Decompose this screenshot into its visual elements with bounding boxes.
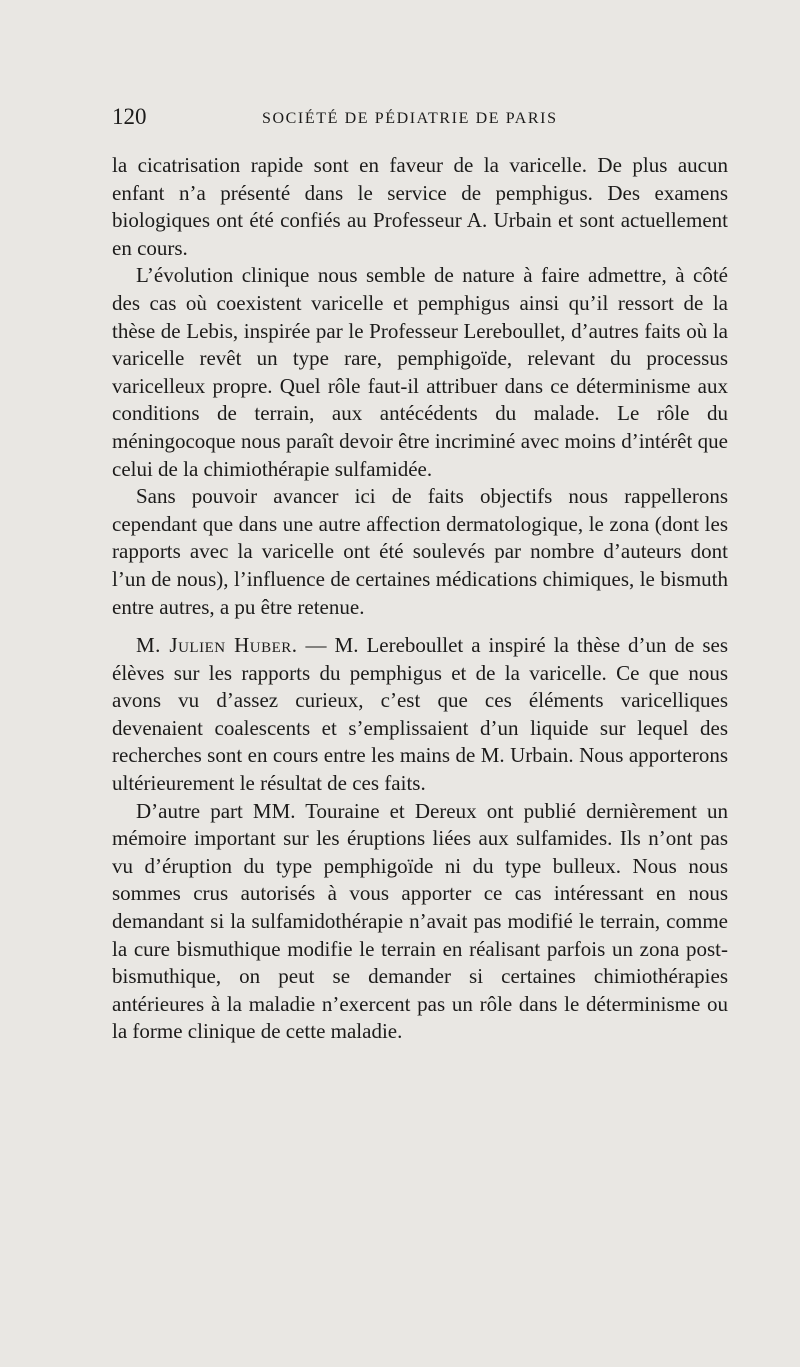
- paragraph-sulfamides: D’autre part MM. Touraine et Dereux ont publié dernièrement un mémoire important sur les éruptions liées aux sulfamides. Ils n’ont pas vu d’éruption du type pemphigoïde ni du type bulleux. Nous nous sommes crus autorisés à vous apporter ce cas intéressant en nous demandant si la sulfamidothérapie n’avait pas modifié le terrain, comme la cure bismuthique modifie le terrain en réalisant parfois un zona post-bismuthique, on peut se demander si certaines chimiothérapies antérieures à la maladie n’exercent pas un rôle dans le déterminisme ou la forme clinique de cette maladie.: [112, 798, 728, 1044]
- body-text: [112, 152, 728, 1046]
- speaker-text: — M. Lereboullet a inspiré la thèse d’un de ses élèves sur les rapports du pemphigus et de la varicelle. Ce que nous avons vu d’assez curieux, c’est que ces éléments varicelliques devenaient coalescents et s’emplissaient d’un liquide sur lequel des recherches sont en cours entre les mains de M. Urbain. Nous apporterons ultérieurement le résultat de ces faits.: [112, 633, 728, 796]
- paragraph-continuation: la cicatrisation rapide sont en faveur de la varicelle. De plus aucun enfant n’a présenté dans le service de pemphigus. Des examens biologiques ont été confiés au Professeur A. Urbain et sont actuellement en cours.: [112, 153, 728, 260]
- page-header: [112, 104, 728, 134]
- paragraph-zona: Sans pouvoir avancer ici de faits objectifs nous rappellerons cependant que dans une autre affection dermatologique, le zona (dont les rapports avec la varicelle ont été soulevés par nombre d’auteurs dont l’un de nous), l’influence de certaines médications chimiques, le bismuth entre autres, a pu être retenue.: [112, 484, 728, 619]
- paragraph-huber-remarks: [112, 632, 728, 798]
- running-title: SOCIÉTÉ DE PÉDIATRIE DE PARIS: [262, 110, 558, 127]
- page-number: 120: [112, 104, 147, 129]
- paragraph-clinical-evolution: L’évolution clinique nous semble de nature à faire admettre, à côté des cas où coexistent varicelle et pemphigus ainsi qu’il ressort de la thèse de Lebis, inspirée par le Professeur Lereboullet, d’autres faits où la varicelle revêt un type rare, pemphigoïde, relevant du processus varicelleux propre. Quel rôle faut-il attribuer dans ce déterminisme aux conditions de terrain, aux antécédents du malade. Le rôle du méningocoque nous paraît devoir être incriminé avec moins d’intérêt que celui de la chimiothérapie sulfamidée.: [112, 263, 728, 481]
- speaker-name: M. Julien Huber.: [136, 633, 298, 658]
